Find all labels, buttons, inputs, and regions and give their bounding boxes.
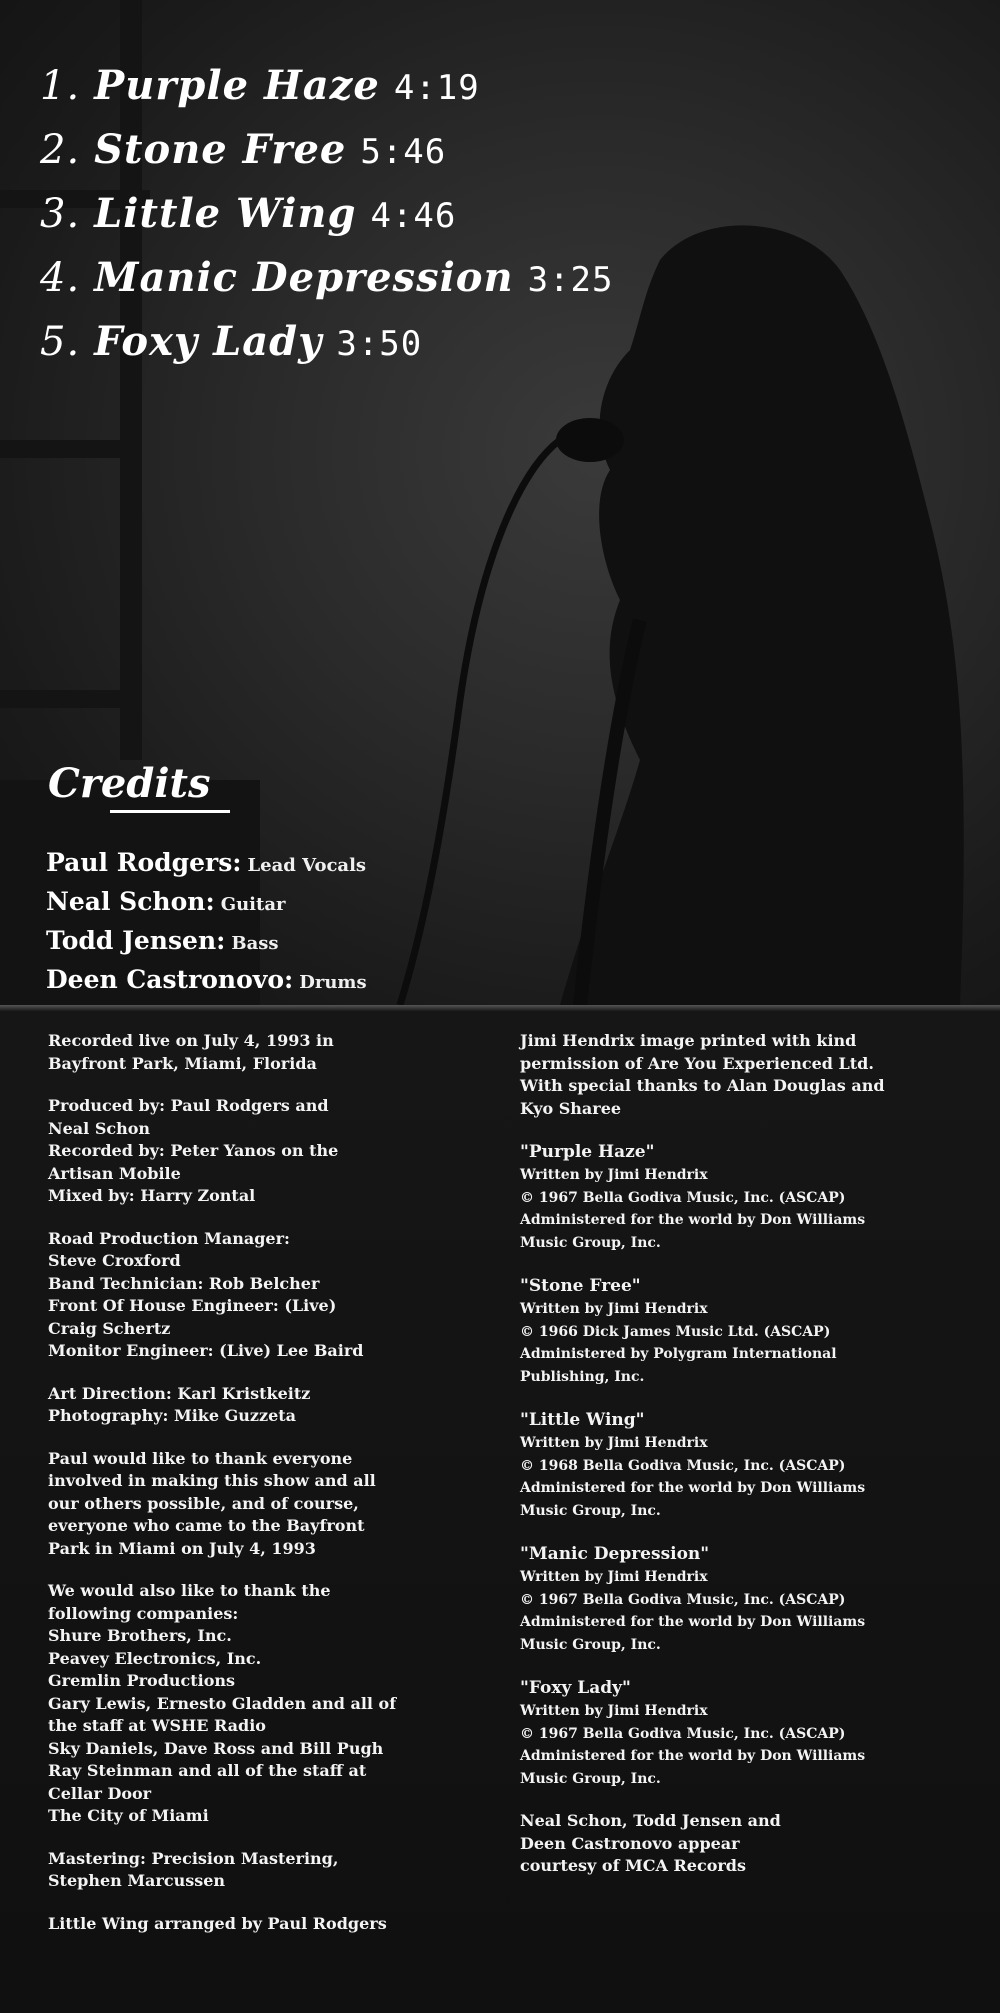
musician-credit: Todd Jensen: Bass	[46, 926, 279, 955]
mastering-credits: Mastering: Precision Mastering, Stephen Marcussen	[48, 1848, 339, 1890]
liner-notes-left-column	[48, 1030, 468, 1955]
track-item: 4. Manic Depression 3:25	[40, 254, 614, 301]
song-copyright: "Stone Free" Written by Jimi Hendrix © 1966 Dick James Music Ltd. (ASCAP) Administered by Polygram International Publishing, Inc.	[520, 1276, 837, 1385]
liner-notes-right-column	[520, 1030, 980, 1898]
credits-underline	[110, 810, 230, 813]
crew-credits: Road Production Manager: Steve Croxford Band Technician: Rob Belcher Front Of House Engineer: (Live) Craig Schertz Monitor Engineer: (Live) Lee Baird	[48, 1228, 364, 1360]
recording-info: Recorded live on July 4, 1993 in Bayfront Park, Miami, Florida	[48, 1031, 334, 1073]
image-permission-note: Jimi Hendrix image printed with kind permission of Are You Experienced Ltd. With special thanks to Alan Douglas and Kyo Sharee	[520, 1031, 885, 1118]
track-item: 5. Foxy Lady 3:50	[40, 318, 423, 365]
song-copyright: "Little Wing" Written by Jimi Hendrix © 1968 Bella Godiva Music, Inc. (ASCAP) Administered for the world by Don Williams Music Group, Inc.	[520, 1410, 866, 1519]
thank-you-message: Paul would like to thank everyone involved in making this show and all our others possible, and of course, everyone who came to the Bayfront Park in Miami on July 4, 1993	[48, 1448, 376, 1558]
song-copyright: "Purple Haze" Written by Jimi Hendrix © 1967 Bella Godiva Music, Inc. (ASCAP) Administered for the world by Don Williams Music Group, Inc.	[520, 1142, 866, 1251]
production-credits: Produced by: Paul Rodgers and Neal Schon Recorded by: Peter Yanos on the Artisan Mobile Mixed by: Harry Zontal	[48, 1096, 339, 1205]
track-list	[40, 55, 613, 375]
song-copyright: "Manic Depression" Written by Jimi Hendrix © 1967 Bella Godiva Music, Inc. (ASCAP) Administered for the world by Don Williams Music Group, Inc.	[520, 1544, 866, 1653]
track-item: 1. Purple Haze 4:19	[40, 62, 480, 109]
track-item: 2. Stone Free 5:46	[40, 126, 447, 173]
art-credits: Art Direction: Karl Kristkeitz Photography: Mike Guzzeta	[48, 1383, 311, 1425]
musician-credit: Paul Rodgers: Lead Vocals	[46, 848, 367, 877]
track-item: 3. Little Wing 4:46	[40, 190, 457, 237]
musician-credit: Neal Schon: Guitar	[46, 887, 286, 916]
arrangement-note: Little Wing arranged by Paul Rodgers	[48, 1913, 387, 1933]
musician-list	[46, 845, 367, 1001]
musician-credit: Deen Castronovo: Drums	[46, 965, 367, 994]
label-courtesy-note: Neal Schon, Todd Jensen and Deen Castronovo appear courtesy of MCA Records	[520, 1811, 781, 1875]
company-thanks: We would also like to thank the following companies: Shure Brothers, Inc. Peavey Electronics, Inc. Gremlin Productions Gary Lewis, Ernesto Gladden and all of the staff at WSHE Radio Sky Daniels, Dave Ross and Bill Pugh Ray Steinman and all of the staff at Cellar Door The City of Miami	[48, 1581, 397, 1825]
cover-photo-panel	[0, 0, 1000, 1005]
credits-heading: Credits	[48, 760, 211, 807]
song-copyright: "Foxy Lady" Written by Jimi Hendrix © 1967 Bella Godiva Music, Inc. (ASCAP) Administered for the world by Don Williams Music Group, Inc.	[520, 1678, 866, 1787]
